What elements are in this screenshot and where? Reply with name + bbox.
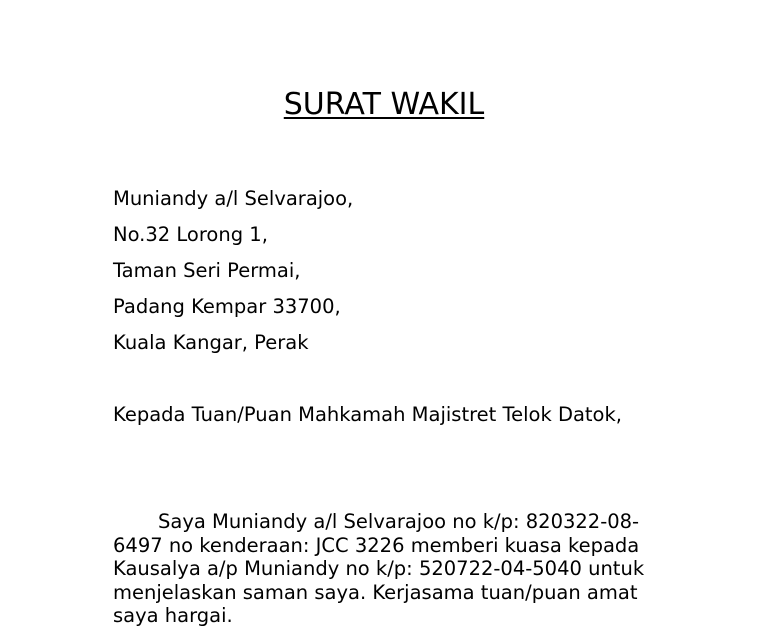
address-line: No.32 Lorong 1, (113, 223, 268, 246)
recipient-salutation: Kepada Tuan/Puan Mahkamah Majistret Telok Datok, (113, 403, 622, 426)
address-line: Taman Seri Permai, (113, 259, 301, 282)
address-line: Muniandy a/l Selvarajoo, (113, 187, 354, 210)
address-line: Kuala Kangar, Perak (113, 331, 309, 354)
address-line: Padang Kempar 33700, (113, 295, 341, 318)
sender-address (113, 185, 353, 365)
letter-body: Saya Muniandy a/l Selvarajoo no k/p: 820322-08-6497 no kenderaan: JCC 3226 memberi kuasa kepada Kausalya a/p Muniandy no k/p: 520722-04-5040 untuk menjelaskan saman saya. Kerjasama tuan/puan amat saya hargai. (113, 510, 645, 627)
document-title: SURAT WAKIL (283, 87, 485, 122)
